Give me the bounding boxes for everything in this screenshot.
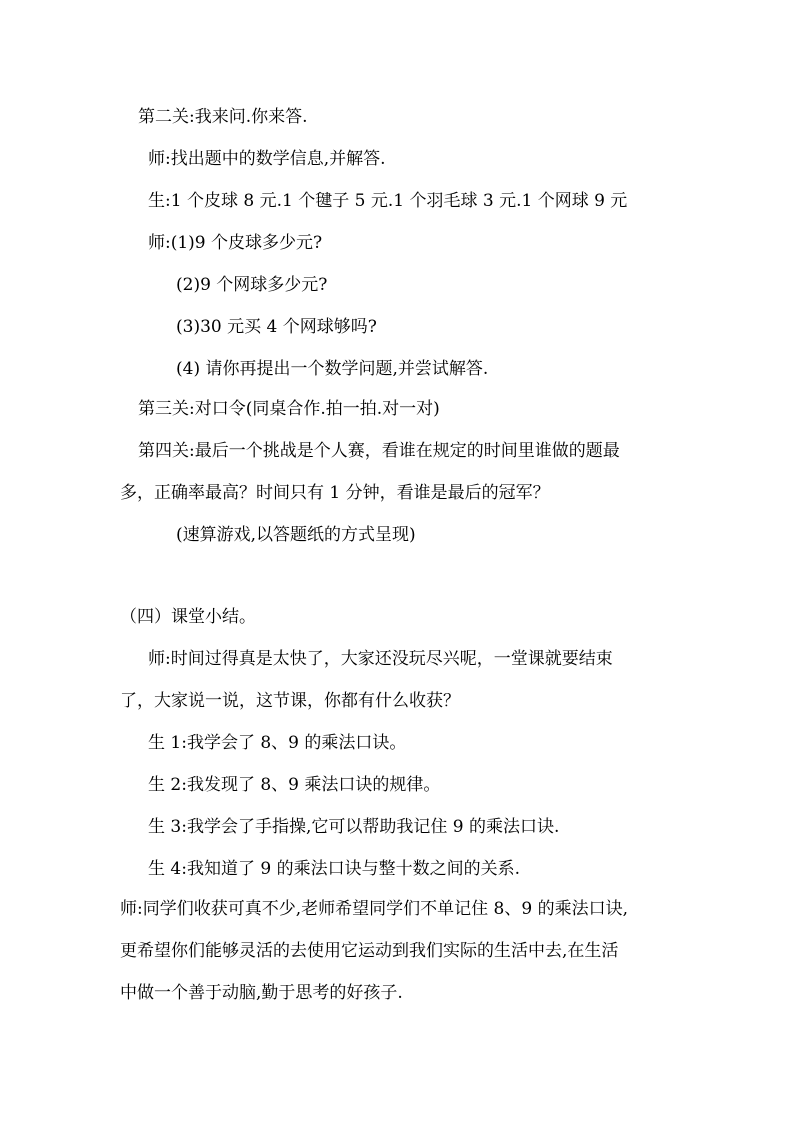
text-line: 师:找出题中的数学信息,并解答.	[148, 149, 386, 169]
text-line: 第四关:最后一个挑战是个人赛，看谁在规定的时间里谁做的题最	[138, 441, 620, 461]
section-heading: （四）课堂小结。	[120, 607, 256, 627]
text-line: 多，正确率最高？时间只有 1 分钟，看谁是最后的冠军？	[120, 483, 550, 503]
text-line: (3)30 元买 4 个网球够吗?	[176, 317, 377, 337]
text-line: 师:同学们收获可真不少,老师希望同学们不单记住 8、9 的乘法口诀,	[120, 899, 628, 919]
text-line: 了，大家说一说，这节课，你都有什么收获？	[120, 691, 460, 711]
text-line: 第二关:我来问.你来答.	[138, 107, 308, 127]
text-line: (4) 请你再提出一个数学问题,并尝试解答.	[176, 359, 489, 379]
text-line: 生 2:我发现了 8、9 乘法口诀的规律。	[148, 775, 441, 795]
text-line: 生 1:我学会了 8、9 的乘法口诀。	[148, 733, 407, 753]
text-line: 更希望你们能够灵活的去使用它运动到我们实际的生活中去,在生活	[120, 941, 619, 961]
text-line: (2)9 个网球多少元?	[176, 275, 328, 295]
text-line: 师:(1)9 个皮球多少元?	[148, 233, 323, 253]
text-line: (速算游戏,以答题纸的方式呈现)	[176, 525, 416, 545]
text-line: 师:时间过得真是太快了，大家还没玩尽兴呢，一堂课就要结束	[148, 649, 613, 669]
text-line: 第三关:对口令(同桌合作.拍一拍.对一对)	[138, 399, 440, 419]
text-line: 中做一个善于动脑,勤于思考的好孩子.	[120, 983, 403, 1003]
text-line: 生:1 个皮球 8 元.1 个毽子 5 元.1 个羽毛球 3 元.1 个网球 9 元	[148, 191, 628, 211]
text-line: 生 3:我学会了手指操,它可以帮助我记住 9 的乘法口诀.	[148, 817, 560, 837]
text-line: 生 4:我知道了 9 的乘法口诀与整十数之间的关系.	[148, 859, 520, 879]
